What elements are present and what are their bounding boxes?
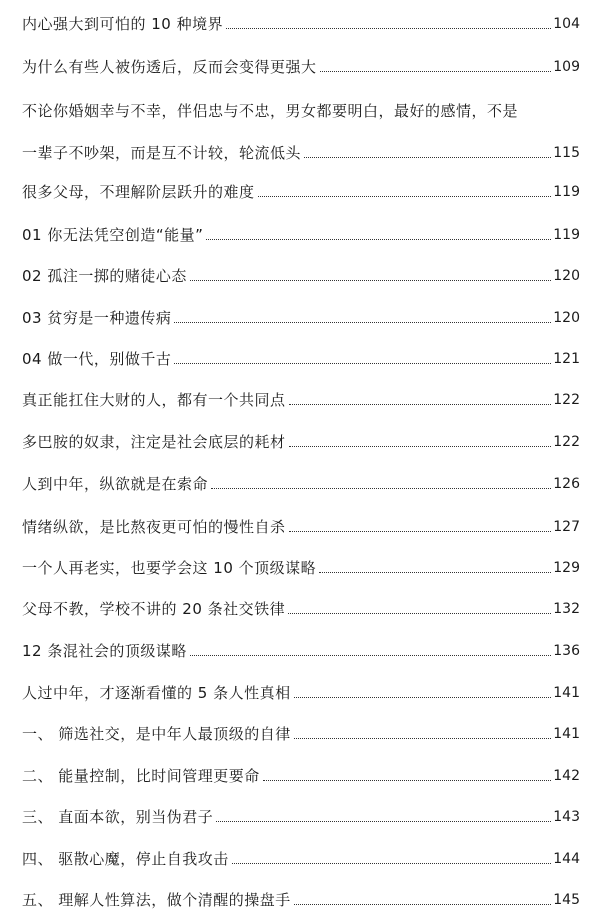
toc-entry-page: 132 xyxy=(553,601,580,617)
toc-entry[interactable] xyxy=(22,756,580,786)
toc-entry-title: 父母不教，学校不讲的 20 条社交铁律 xyxy=(22,600,286,618)
toc-entry[interactable] xyxy=(22,839,580,869)
dot-leader xyxy=(190,280,551,281)
toc-entry-page: 104 xyxy=(553,16,580,32)
dot-leader xyxy=(174,363,551,364)
toc-entry-title: 五、 理解人性算法，做个清醒的操盘手 xyxy=(22,891,291,909)
toc-entry-page: 143 xyxy=(553,809,580,825)
toc-entry[interactable] xyxy=(22,4,580,34)
toc-entry-page: 122 xyxy=(553,392,580,408)
toc-entry[interactable] xyxy=(22,507,580,537)
toc-entry[interactable] xyxy=(22,464,580,494)
toc-entry-page: 129 xyxy=(553,560,580,576)
toc-entry[interactable] xyxy=(22,256,580,286)
toc-entry-title: 多巴胺的奴隶，注定是社会底层的耗材 xyxy=(22,433,286,451)
toc-entry-title: 三、 直面本欲，别当伪君子 xyxy=(22,808,214,826)
toc-entry[interactable] xyxy=(22,339,580,369)
toc-entry[interactable] xyxy=(22,714,580,744)
toc-entry-title: 很多父母，不理解阶层跃升的难度 xyxy=(22,183,255,201)
dot-leader xyxy=(232,863,551,864)
toc-entry-title: 人到中年，纵欲就是在索命 xyxy=(22,475,209,493)
toc-entry-page: 127 xyxy=(553,519,580,535)
dot-leader xyxy=(216,821,551,822)
dot-leader xyxy=(289,531,552,532)
dot-leader xyxy=(211,488,551,489)
dot-leader xyxy=(206,239,551,240)
toc-entry[interactable] xyxy=(22,548,580,578)
toc-entry-page: 145 xyxy=(553,892,580,908)
toc-entry[interactable] xyxy=(22,172,580,202)
dot-leader xyxy=(263,780,551,781)
dot-leader xyxy=(294,738,551,739)
toc-entry[interactable] xyxy=(22,589,580,619)
toc-entry-title: 03 贫穷是一种遗传病 xyxy=(22,309,172,327)
toc-entry-title: 情绪纵欲，是比熬夜更可怕的慢性自杀 xyxy=(22,518,286,536)
toc-entry-title: 02 孤注一掷的赌徒心态 xyxy=(22,267,187,285)
toc-entry-title: 四、 驱散心魔，停止自我攻击 xyxy=(22,850,229,868)
toc-entry[interactable] xyxy=(22,422,580,452)
toc-entry-page: 120 xyxy=(553,310,580,326)
toc-entry-page: 119 xyxy=(553,184,580,200)
toc-entry[interactable] xyxy=(22,133,580,163)
toc-entry-title: 04 做一代，别做千古 xyxy=(22,350,172,368)
toc-entry[interactable] xyxy=(22,880,580,910)
toc-entry-title: 二、 能量控制，比时间管理更要命 xyxy=(22,767,260,785)
dot-leader xyxy=(319,572,551,573)
toc-entry-title: 12 条混社会的顶级谋略 xyxy=(22,642,187,660)
dot-leader xyxy=(288,613,551,614)
toc-entry-page: 141 xyxy=(553,726,580,742)
dot-leader xyxy=(304,157,551,158)
toc-entry-title: 为什么有些人被伤透后，反而会变得更强大 xyxy=(22,58,317,76)
toc-entry-title: 真正能扛住大财的人，都有一个共同点 xyxy=(22,391,286,409)
toc-entry[interactable] xyxy=(22,47,580,77)
toc-entry-title: 内心强大到可怕的 10 种境界 xyxy=(22,15,224,33)
toc-entry-page: 141 xyxy=(553,685,580,701)
toc-entry[interactable] xyxy=(22,673,580,703)
toc-entry[interactable] xyxy=(22,797,580,827)
dot-leader xyxy=(226,28,551,29)
toc-entry-title: 一、 筛选社交，是中年人最顶级的自律 xyxy=(22,725,291,743)
dot-leader xyxy=(258,196,552,197)
toc-entry-page: 136 xyxy=(553,643,580,659)
dot-leader xyxy=(289,404,552,405)
toc-entry-page: 144 xyxy=(553,851,580,867)
toc-entry-page: 121 xyxy=(553,351,580,367)
dot-leader xyxy=(289,446,552,447)
toc-entry-page: 115 xyxy=(553,145,580,161)
toc-entry-title: 人过中年，才逐渐看懂的 5 条人性真相 xyxy=(22,684,291,702)
dot-leader xyxy=(294,904,551,905)
dot-leader xyxy=(174,322,551,323)
toc-entry-page: 142 xyxy=(553,768,580,784)
toc-entry-title: 01 你无法凭空创造“能量” xyxy=(22,226,204,244)
toc-entry-title: 一个人再老实，也要学会这 10 个顶级谋略 xyxy=(22,559,317,577)
toc-entry-page: 109 xyxy=(553,59,580,75)
toc-entry[interactable] xyxy=(22,215,580,245)
toc-entry[interactable] xyxy=(22,631,580,661)
toc-entry-title-first-line[interactable]: 不论你婚姻幸与不幸，伴侣忠与不忠，男女都要明白，最好的感情，不是 xyxy=(22,102,519,120)
toc-entry-page: 120 xyxy=(553,268,580,284)
toc-entry-page: 119 xyxy=(553,227,580,243)
toc-entry-page: 122 xyxy=(553,434,580,450)
toc-entry-title: 一辈子不吵架，而是互不计较，轮流低头 xyxy=(22,144,302,162)
dot-leader xyxy=(320,71,552,72)
dot-leader xyxy=(294,697,552,698)
toc-entry-page: 126 xyxy=(553,476,580,492)
dot-leader xyxy=(190,655,551,656)
toc-entry[interactable] xyxy=(22,298,580,328)
toc-entry[interactable] xyxy=(22,380,580,410)
